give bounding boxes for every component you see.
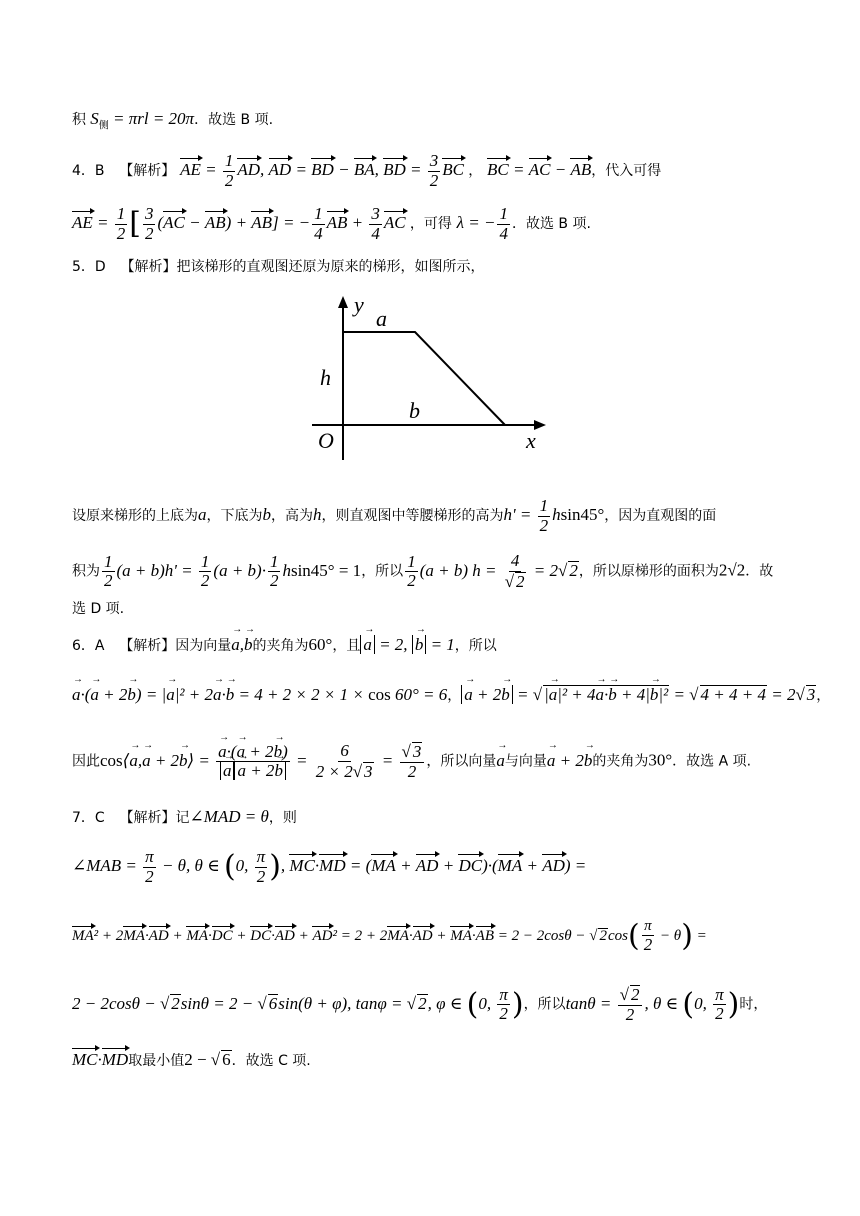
q7-formula2: MA² + 2MA·AD + MA·DC + DC·AD + AD² = 2 + 2MA·AD + MA·AB = 2 − 2cosθ − √ 2cos( $\frac{\pi}{2}$ − θ) = bbox=[72, 918, 707, 954]
label-h: h bbox=[320, 365, 331, 390]
y-axis-arrow bbox=[338, 296, 348, 308]
q4-number: 4．B bbox=[72, 163, 105, 180]
q5-number: 5．D bbox=[72, 259, 106, 275]
label-a: a bbox=[376, 306, 387, 331]
q4-formula2: BC = AC − AB bbox=[487, 160, 592, 180]
q7-formula4: tanθ = $\frac{√ 2}{2}$ , θ ∈ (0, $\frac{\pi}{2}$ ) bbox=[565, 984, 740, 1024]
q6-line1: 6．A 【解析】因为向量→ a,→ b的夹角为60°，且→ a = 2, → b = 1，所以 bbox=[72, 636, 800, 653]
trapezoid-edges bbox=[343, 332, 505, 425]
q6-formula1: → a·(→ a + 2→ b) = |→ a|² + 2→ a·→ b = 4 + 2 × 2 × 1 × cos 60° = 6 bbox=[72, 685, 447, 704]
q7-line4: 2 − 2cosθ − √ 2sinθ = 2 − √ 6sin(θ + φ), tanφ = √ 2, φ ∈ (0, $\frac{\pi}{2}$ )，所以tanθ = $\frac{√ 2}{2}$ , θ ∈ (0, $\frac{\pi}{2}$ )时， bbox=[72, 984, 768, 1024]
q5-line3: 积为 $\frac{1}{2}$ (a + b)h' = $\frac{1}{2}$ (a + b)· $\frac{1}{2}$ hsin45° = 1，所以 $\frac{1}{2}$ (a + b) h = $\frac{4}{√ 2}$ = 2√ 2，所以原梯形的面积为2√2．故 bbox=[72, 551, 774, 591]
area-formula: $\frac{1}{2}$ (a + b)h' = $\frac{1}{2}$ (a + b)· $\frac{1}{2}$ hsin45° = 1 bbox=[104, 551, 362, 591]
q6-number: 6．A bbox=[72, 638, 105, 654]
q4-formula1: AE = $\frac{1}{2}$ AD, AD = BD − BA, BD = $\frac{3}{2}$ BC bbox=[180, 151, 464, 190]
x-axis-arrow bbox=[534, 420, 546, 430]
q7-line1: 7．C 【解析】记∠MAD = θ，则 bbox=[72, 807, 297, 826]
q7-formula1: ∠MAB = $\frac{\pi}{2}$ − θ, θ ∈ (0, $\frac{\pi}{2}$ ), MC·MD = (MA + AD + DC)·(MA + AD) = bbox=[72, 847, 587, 886]
q6-line3: 因此cos⟨→ a,→ a + 2→ b⟩ = → a·(→ a + 2→ b) → a→ a + 2→ b = $\frac{6}{2 \times 2√ 3}$ = $\frac{√ 3}{2}$ ，所以向量→ a与向量→ a + 2→ b的夹角为30°．故选 A 项. bbox=[72, 742, 800, 781]
q7-line3 bbox=[72, 918, 800, 954]
label-x: x bbox=[526, 428, 536, 453]
q4-formula3: AE = $\frac{1}{2}$ [ $\frac{3}{2}$ (AC − AB) + AB] = − $\frac{1}{4}$ AB + $\frac{3}{4}$ AC bbox=[72, 204, 406, 243]
q6-line2: → a·(→ a + 2→ b) = |→ a|² + 2→ a·→ b = 4 + 2 × 2 × 1 × cos 60° = 6，→ a + 2→ b = √ |→ a|² + 4→ a·→ b + 4|→ b|² = √ 4 + 4 + 4 = 2√ 3， bbox=[72, 685, 800, 703]
q7-formula3: 2 − 2cosθ − √ 2sinθ = 2 − √ 6sin(θ + φ), tanφ = √ 2, φ ∈ (0, $\frac{\pi}{2}$ ) bbox=[72, 984, 524, 1024]
q4-line2: AE = $\frac{1}{2}$ [ $\frac{3}{2}$ (AC − AB) + AB] = − $\frac{1}{4}$ AB + $\frac{3}{4}$ AC ，可得 λ = − $\frac{1}{4}$ ．故选 B 项. bbox=[72, 204, 591, 243]
q5-line1: 5．D 【解析】把该梯形的直观图还原为原来的梯形，如图所示， bbox=[72, 259, 485, 275]
label-o: O bbox=[318, 428, 334, 453]
q5-line2: 设原来梯形的上底为a，下底为b，高为h，则直观图中等腰梯形的高为h' = $\frac{1}{2}$ hsin45°，因为直观图的面 bbox=[72, 496, 717, 535]
q6-formula2: → a + 2→ b = √ |→ a|² + 4→ a·→ b + 4|→ b|² = √ 4 + 4 + 4 = 2√ 3 bbox=[461, 685, 816, 704]
trapezoid-diagram bbox=[300, 290, 560, 465]
hprime-formula: h' = $\frac{1}{2}$ hsin45° bbox=[503, 496, 605, 535]
q5-line4: 选 D 项. bbox=[72, 601, 125, 617]
q7-final-formula: MC·MD bbox=[72, 1050, 129, 1069]
q4-result: λ = − $\frac{1}{4}$ bbox=[456, 204, 508, 243]
line-q3-end: 积 $S_侧 = \pi rl = 20\pi$．故选 B 项. bbox=[72, 109, 274, 132]
q7-number: 7．C bbox=[72, 810, 105, 826]
q6-formula3: cos⟨→ a,→ a + 2→ b⟩ = → a·(→ a + 2→ b) → a→ a + 2→ b = $\frac{6}{2 \times 2√ 3}$ = $\frac{√ 3}{2}$ bbox=[100, 751, 426, 770]
trapezoid-figure bbox=[300, 290, 560, 465]
q7-min-value: 2 − √ 6 bbox=[184, 1050, 231, 1069]
lateral-area-formula: $S_侧 = \pi rl = 20\pi$ bbox=[86, 109, 195, 132]
label-y: y bbox=[354, 292, 364, 317]
q4-line1: 4．B 【解析】 AE = $\frac{1}{2}$ AD, AD = BD − BA, BD = $\frac{3}{2}$ BC ， BC = AC − AB，代入可得 bbox=[72, 151, 662, 190]
q7-line2 bbox=[72, 848, 800, 886]
area-formula2: $\frac{1}{2}$ (a + b) h = $\frac{4}{√ 2}$ = 2√ 2 bbox=[407, 551, 578, 591]
q7-line5: MC·MD取最小值2 − √ 6．故选 C 项. bbox=[72, 1050, 311, 1069]
label-b: b bbox=[409, 398, 420, 423]
